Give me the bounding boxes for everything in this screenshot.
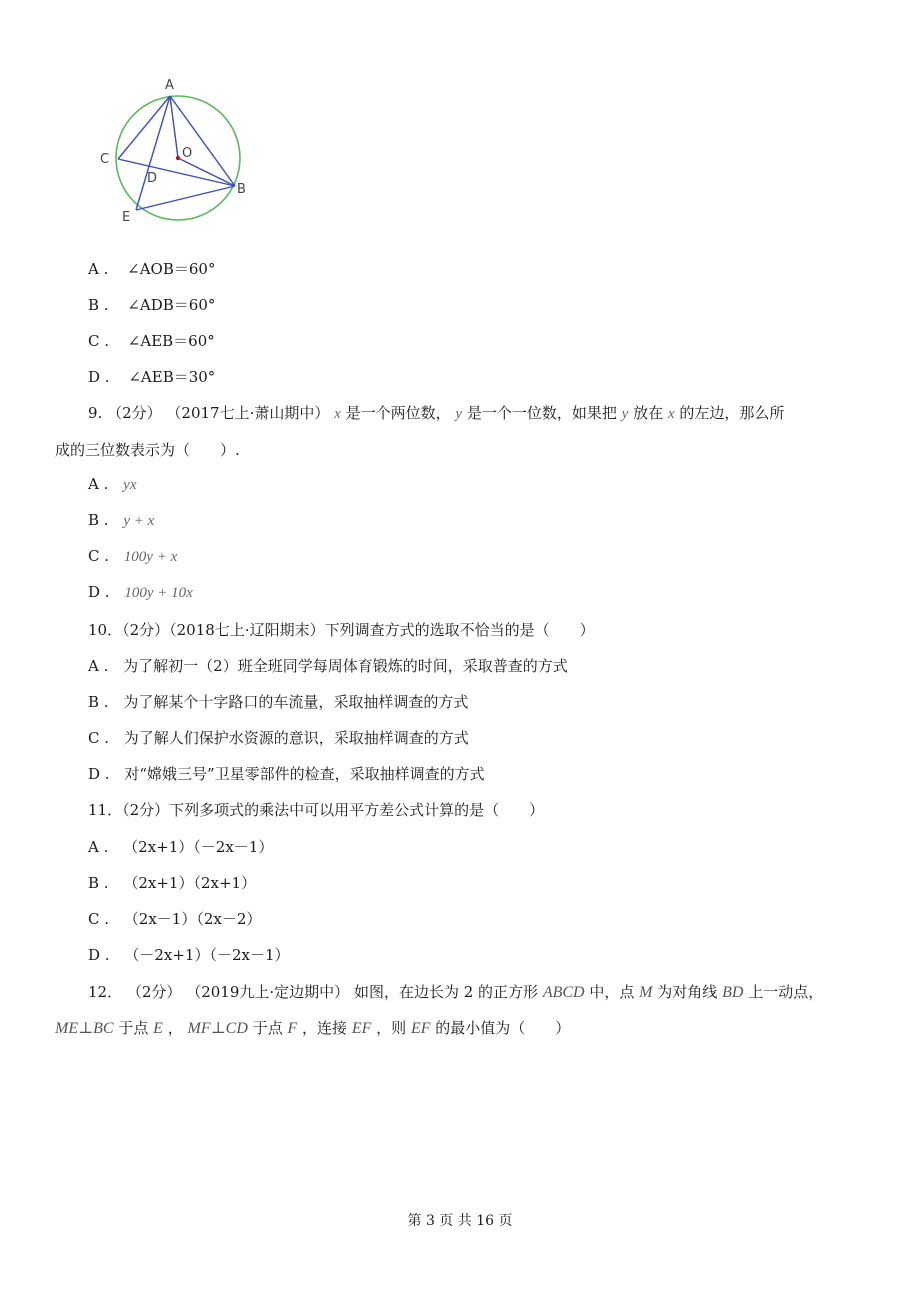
label-E: E (122, 210, 131, 225)
var-y: y (455, 406, 463, 422)
stem-text: 中，点 (589, 983, 635, 1001)
option-text: ∠ADB＝60° (127, 296, 216, 314)
q11-option-d[interactable] (88, 944, 290, 965)
question-score: （2分） (126, 983, 182, 1001)
math-ef: EF (351, 1020, 372, 1037)
option-letter: D . (88, 946, 110, 964)
q9-option-c[interactable] (88, 547, 177, 566)
option-letter: B . (88, 693, 109, 711)
q11-option-a[interactable] (88, 836, 273, 857)
q10-stem: 10．（2分）（2018七上·辽阳期末）下列调查方式的选取不恰当的是（ ） (88, 621, 595, 639)
option-text: （2x+1）（－2x－1） (123, 838, 274, 856)
label-A: A (165, 78, 174, 93)
q10-option-c[interactable] (88, 727, 469, 748)
q9-option-d[interactable] (88, 583, 193, 602)
option-letter: A . (88, 657, 109, 675)
stem-text: 的左边，那么所 (679, 404, 785, 422)
math-m: M (639, 984, 653, 1001)
var-x: x (667, 406, 675, 422)
stem-text: 于点 (252, 1019, 283, 1037)
option-text: 为了解某个十字路口的车流量，采取抽样调查的方式 (123, 693, 469, 711)
option-letter: B . (88, 874, 109, 892)
q11-option-b[interactable] (88, 872, 256, 893)
option-letter: C . (88, 729, 110, 747)
option-letter: A . (88, 838, 109, 856)
option-letter: B . (88, 511, 109, 529)
option-text: ∠AEB＝60° (127, 332, 215, 350)
math-abcd: ABCD (542, 984, 585, 1001)
stem-text: ，则 (376, 1019, 407, 1037)
option-text: （－2x+1）（－2x－1） (124, 946, 290, 964)
segment-EB (136, 186, 235, 210)
option-letter: D . (88, 368, 110, 386)
option-text: ∠AOB＝60° (127, 260, 216, 278)
stem-text: ， (167, 1019, 183, 1037)
page-footer: 第 3 页 共 16 页 (407, 1213, 513, 1229)
stem-text: 如图，在边长为 2 的正方形 (353, 983, 539, 1001)
math-f: F (287, 1020, 298, 1037)
option-text: 为了解初一（2）班全班同学每周体育锻炼的时间，采取普查的方式 (123, 657, 568, 675)
label-C: C (100, 152, 110, 167)
label-O: O (182, 146, 193, 161)
option-letter: C . (88, 547, 110, 565)
q11-option-c[interactable] (88, 908, 261, 929)
question-source: （2019九上·定边期中） (186, 983, 350, 1001)
q10-option-b[interactable] (88, 691, 468, 712)
question-score: （2分） (107, 404, 162, 422)
option-formula: 100y + x (123, 549, 178, 565)
option-letter: D . (88, 583, 110, 601)
center-point (176, 156, 180, 160)
q10-option-d[interactable] (88, 763, 485, 784)
option-letter: D . (88, 765, 110, 783)
q12-stem-line2 (55, 1017, 570, 1038)
var-y: y (621, 406, 629, 422)
option-text: （2x－1）（2x－2） (123, 910, 262, 928)
question-number: 12． (88, 983, 123, 1001)
q8-option-b[interactable] (88, 294, 215, 315)
option-letter: C . (88, 332, 110, 350)
stem-text: 上一动点， (748, 983, 824, 1001)
option-text: ∠AEB＝30° (128, 368, 216, 386)
stem-text: 的最小值为（ ） (435, 1019, 571, 1037)
stem-text: 放在 (633, 404, 664, 422)
option-text: 对“嫦娥三号”卫星零部件的检查，采取抽样调查的方式 (124, 765, 485, 783)
math-mf-perp-cd: MF⊥CD (187, 1020, 248, 1037)
stem-text: 为对角线 (657, 983, 718, 1001)
option-formula: y + x (123, 513, 155, 529)
segment-OB (178, 158, 235, 186)
option-letter: B . (88, 296, 109, 314)
option-letter: A . (88, 260, 109, 278)
segment-CB (118, 159, 235, 186)
segment-AE (136, 96, 170, 210)
q9-stem-line2: 成的三位数表示为（ ）. (55, 441, 240, 459)
option-formula: yx (123, 477, 137, 493)
math-bd: BD (722, 984, 744, 1001)
q8-option-a[interactable] (88, 258, 215, 279)
question-number: 9. (88, 404, 103, 422)
option-letter: A . (88, 475, 109, 493)
label-D: D (147, 171, 158, 186)
q9-option-b[interactable] (88, 511, 154, 530)
math-e: E (153, 1020, 163, 1037)
q8-option-c[interactable] (88, 330, 215, 351)
label-B: B (237, 182, 246, 197)
segment-AB (170, 96, 235, 186)
option-formula: 100y + 10x (124, 585, 193, 601)
q9-option-a[interactable] (88, 475, 136, 494)
option-text: （2x+1）（2x+1） (123, 874, 257, 892)
q11-stem: 11．（2分）下列多项式的乘法中可以用平方差公式计算的是（ ） (88, 801, 545, 819)
q9-stem-line1 (88, 402, 784, 423)
stem-text: 是一个一位数，如果把 (466, 404, 617, 422)
option-letter: C . (88, 910, 110, 928)
math-me-perp-bc: ME⊥BC (55, 1020, 114, 1037)
option-text: 为了解人们保护水资源的意识，采取抽样调查的方式 (123, 729, 469, 747)
math-ef: EF (410, 1020, 431, 1037)
q8-option-d[interactable] (88, 366, 215, 387)
circle-geometry-figure (95, 72, 255, 232)
question-source: （2017七上·萧山期中） (166, 404, 330, 422)
stem-text: ，连接 (302, 1019, 348, 1037)
stem-text: 是一个两位数， (345, 404, 451, 422)
stem-text: 于点 (118, 1019, 149, 1037)
var-x: x (334, 406, 341, 422)
q12-stem-line1 (88, 981, 823, 1002)
q10-option-a[interactable] (88, 655, 568, 676)
